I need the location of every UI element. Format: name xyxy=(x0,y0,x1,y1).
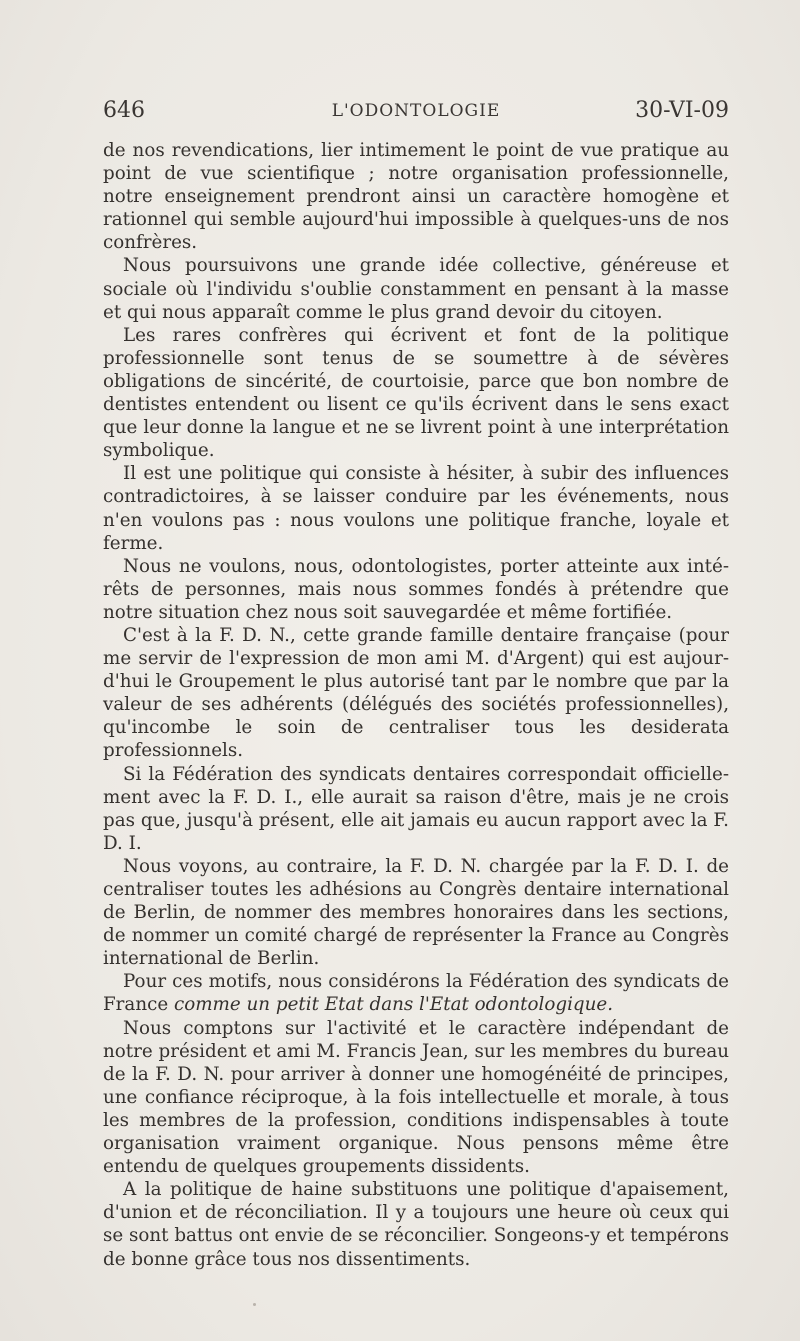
issue-date: 30-VI-09 xyxy=(635,98,729,123)
journal-title: L'ODONTOLOGIE xyxy=(331,101,501,121)
paper-speck xyxy=(253,1303,256,1306)
paragraph-6: C'est à la F. D. N., cette grande famille dentaire française (pour me servir de l'expression de mon ami M. d'Argent) qui est aujourd'hui le Groupement le plus autorisé tant par le nombre que par la valeur de ses adhérents (délégués des sociétés professionnelles), qu'incombe le soin de centraliser tous les desiderata professionnels. xyxy=(103,624,729,762)
paragraph-8: Nous voyons, au contraire, la F. D. N. chargée par la F. D. I. de centraliser toutes les adhésions au Congrès dentaire international de Berlin, de nommer des membres honoraires dans les sections, de nommer un comité chargé de représenter la France au Congrès international de Berlin. xyxy=(103,855,729,970)
paragraph-7: Si la Fédération des syndicats dentaires correspondait officiellement avec la F. D. I., elle aurait sa raison d'être, mais je ne crois pas que, jusqu'à présent, elle ait jamais eu aucun rapport avec la F. D. I. xyxy=(103,763,729,854)
paragraph-9-italic: comme un petit Etat dans l'Etat odontologique. xyxy=(173,994,614,1016)
paragraph-9-text: Pour ces motifs, nous considérons la Fédération des syndicats de France xyxy=(103,971,729,1016)
page-number: 646 xyxy=(103,98,145,123)
paragraph-2: Nous poursuivons une grande idée collective, généreuse et sociale où l'individu s'oublie constamment en pensant à la masse et qui nous apparaît comme le plus grand devoir du citoyen. xyxy=(103,255,729,323)
paragraph-4: Il est une politique qui consiste à hésiter, à subir des influences contradictoires, à se laisser conduire par les événements, nous n'en voulons pas : nous voulons une politique franche, loyale et ferme. xyxy=(103,463,729,554)
paragraph-10: Nous comptons sur l'activité et le caractère indépendant de notre président et ami M. Francis Jean, sur les membres du bureau de la F. D. N. pour arriver à donner une homogénéité de principes, une confiance réciproque, à la fois intellectuelle et morale, à tous les membres de la profession, conditions indispensables à toute organisation vraiment organique. Nous pensons même être entendu de quelques groupements dissidents. xyxy=(103,1017,729,1178)
body-text xyxy=(103,139,729,1271)
paragraph-1: de nos revendications, lier intimement le point de vue pratique au point de vue scientifique ; notre organisation professionnelle, notre enseignement prendront ainsi un caractère homogène et rationnel qui semble aujourd'hui impossible à quelques-uns de nos confrères. xyxy=(103,140,729,254)
paragraph-3: Les rares confrères qui écrivent et font de la politique professionnelle sont tenus de se soumettre à de sévères obligations de sincérité, de courtoisie, parce que bon nombre de dentistes entendent ou lisent ce qu'ils écrivent dans le sens exact que leur donne la langue et ne se livrent point à une interprétation symbolique. xyxy=(103,324,729,462)
running-head xyxy=(103,98,729,132)
paragraph-11: A la politique de haine substituons une politique d'apaisement, d'union et de réconciliation. Il y a toujours une heure où ceux qui se sont battus ont envie de se réconcilier. Songeons-y et tempérons de bonne grâce tous nos dissentiments. xyxy=(103,1179,729,1270)
paragraph-5: Nous ne voulons, nous, odontologistes, porter atteinte aux intérêts de personnes, mais nous sommes fondés à prétendre que notre situation chez nous soit sauvegardée et même fortifiée. xyxy=(103,555,729,623)
paragraph-9 xyxy=(103,970,729,1016)
